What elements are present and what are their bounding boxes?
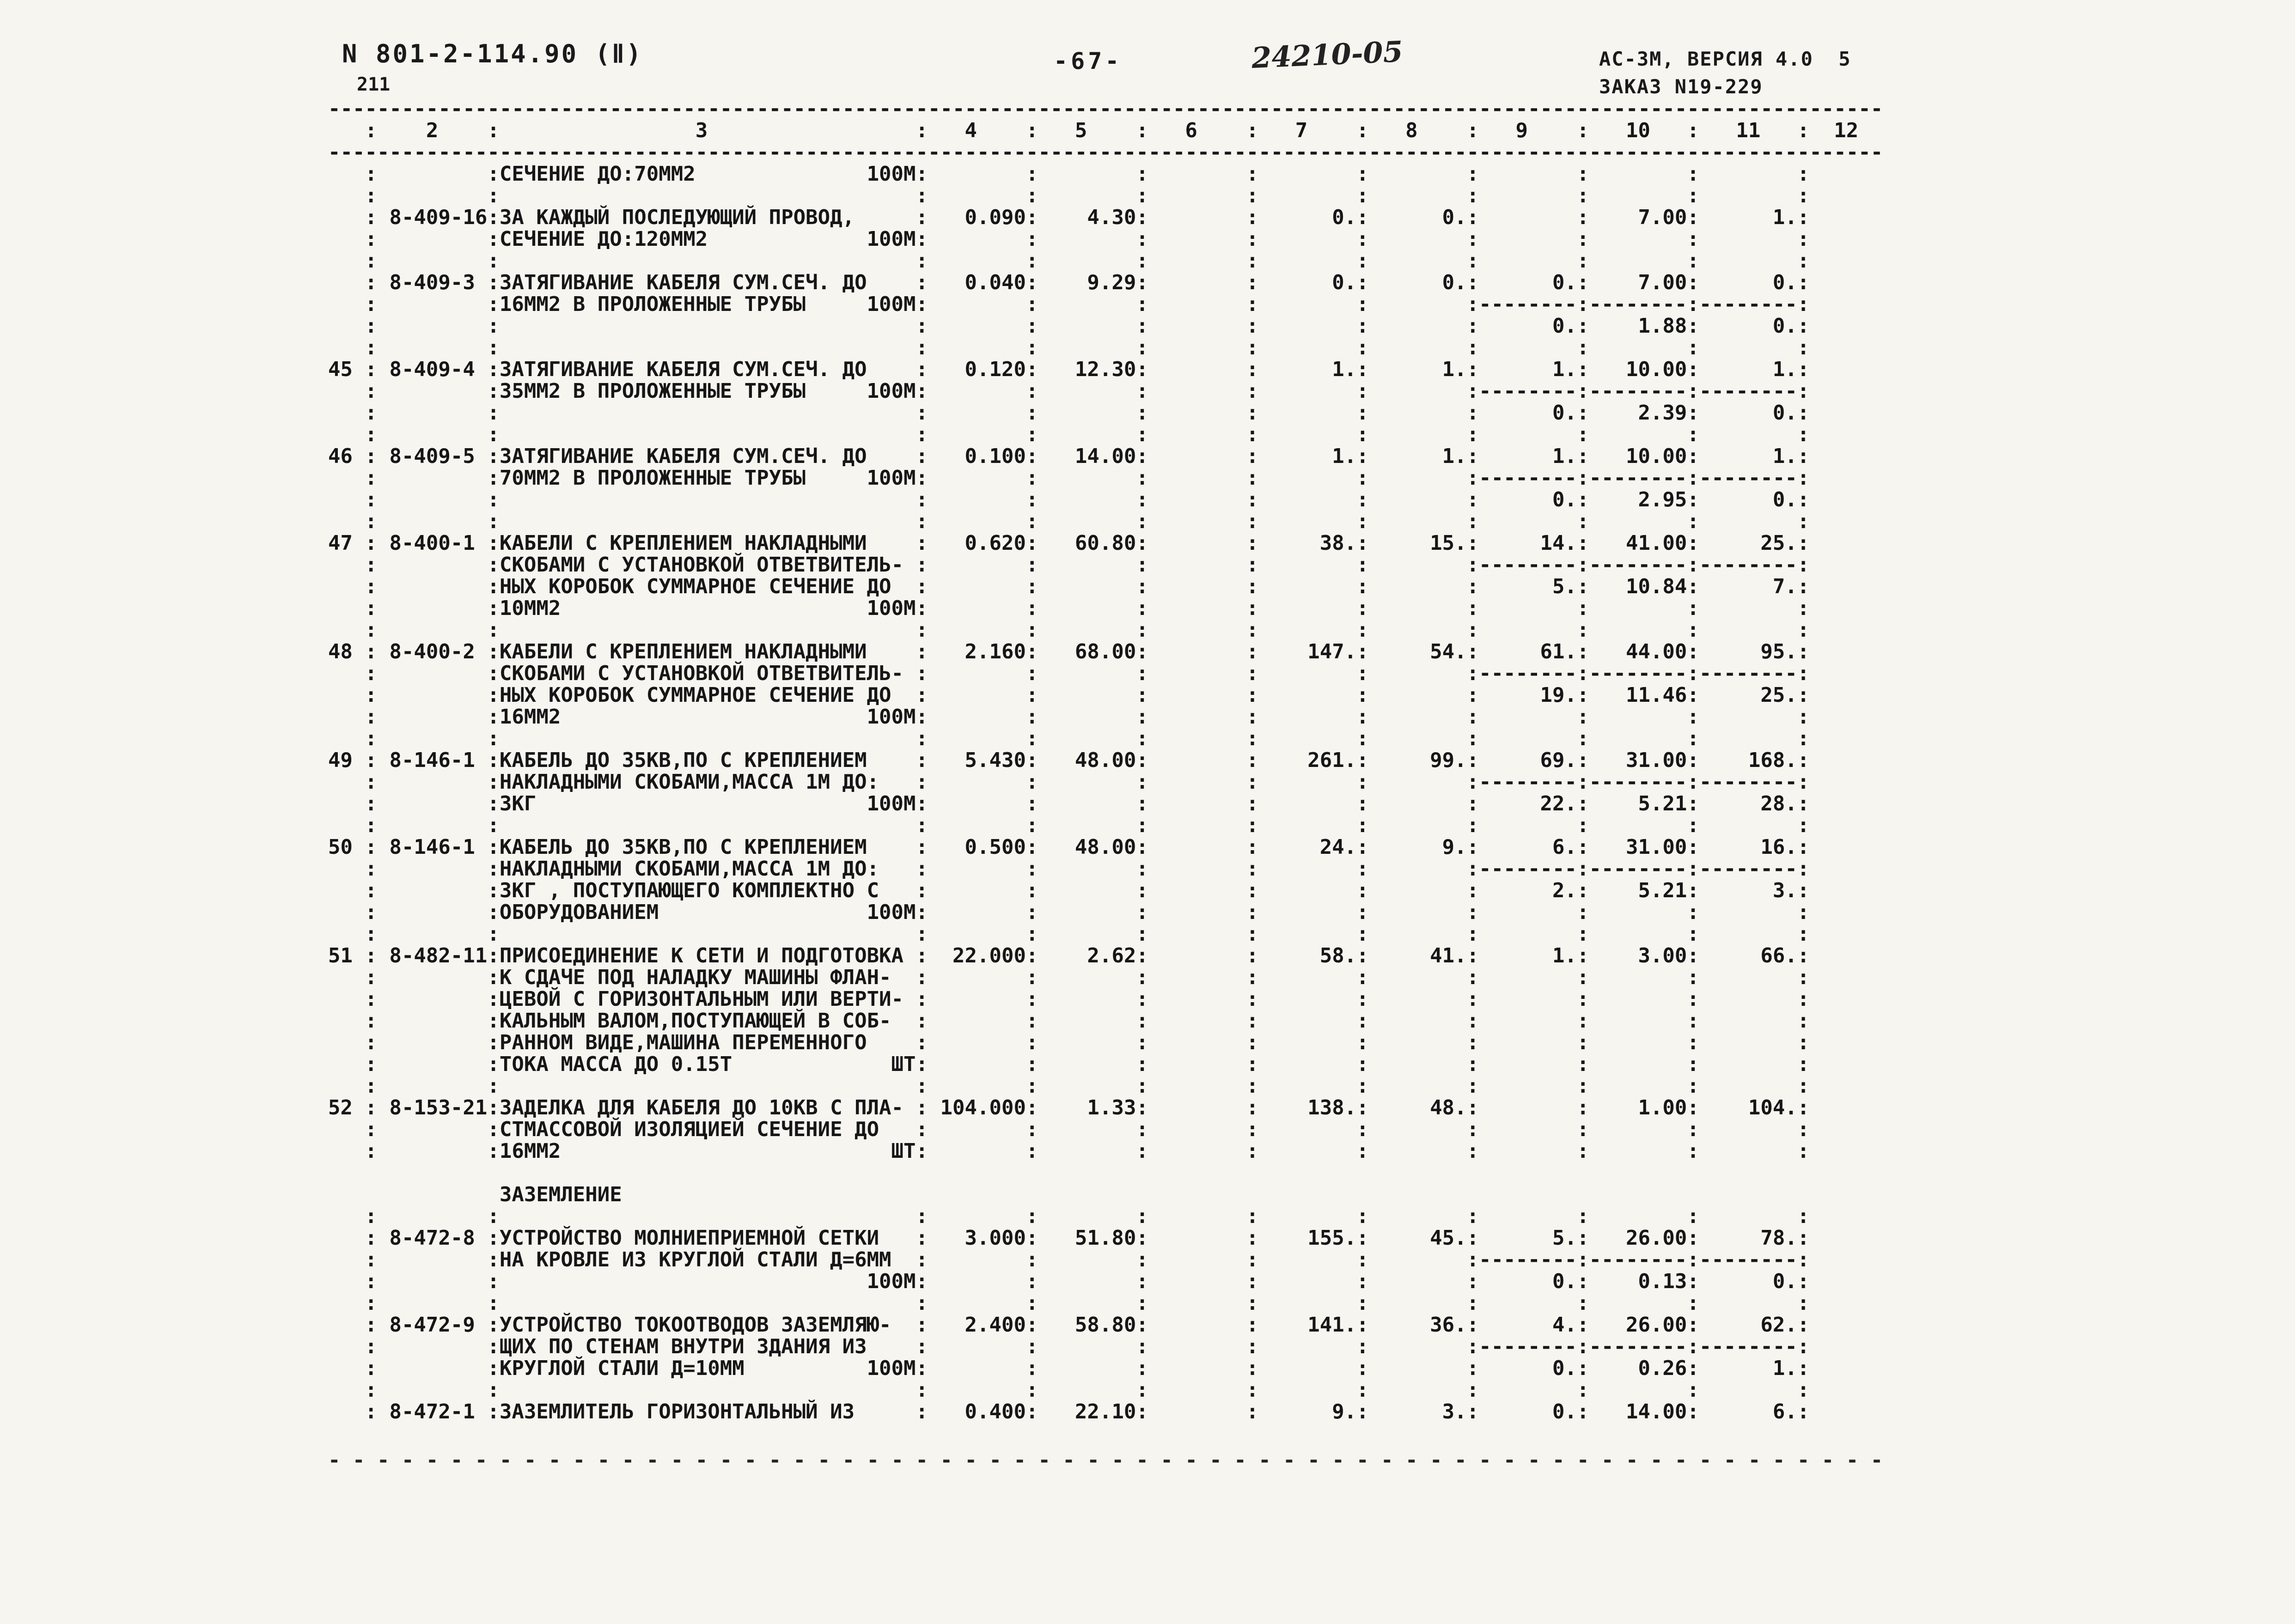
table-line: : 8-472-9 :УСТРОЙСТВО ТОКООТВОДОВ ЗАЗЕМЛЯЮ- : 2.400: 58.80: : 141.: 36.: 4.: 26.00: 62.: <box>328 1313 1883 1337</box>
table-line: : :К СДАЧЕ ПОД НАЛАДКУ МАШИНЫ ФЛАН- : : : : : : : : : <box>328 966 1883 989</box>
table-line: : : : : : : : : : : : <box>328 1204 1883 1228</box>
table-line: 51 : 8-482-11:ПРИСОЕДИНЕНИЕ К СЕТИ И ПОДГОТОВКА : 22.000: 2.62: : 58.: 41.: 1.: 3.00: 66.: <box>328 944 1883 967</box>
table-line: : : : : : : : : : : : <box>328 1074 1883 1098</box>
table-line: 52 : 8-153-21:ЗАДЕЛКА ДЛЯ КАБЕЛЯ ДО 10КВ С ПЛА- : 104.000: 1.33: : 138.: 48.: : 1.00: 104.: <box>328 1096 1883 1119</box>
table-line: : : 100М: : : : : : 0.: 0.13: 0.: <box>328 1270 1883 1293</box>
table-line: : :НЫХ КОРОБОК СУММАРНОЕ СЕЧЕНИЕ ДО : : : : : : 5.: 10.84: 7.: <box>328 575 1883 598</box>
table-line: : :СЕЧЕНИЕ ДО:120ММ2 100М: : : : : : : : : <box>328 227 1883 251</box>
table-line: : : : : : : : : 0.: 2.39: 0.: <box>328 401 1883 425</box>
table-line: 46 : 8-409-5 :ЗАТЯГИВАНИЕ КАБЕЛЯ СУМ.СЕЧ. ДО : 0.100: 14.00: : 1.: 1.: 1.: 10.00: 1.: <box>328 444 1883 468</box>
table-line: : :КРУГЛОЙ СТАЛИ Д=10ММ 100М: : : : : : 0.: 0.26: 1.: <box>328 1356 1883 1380</box>
table-line: : :ЦЕВОЙ С ГОРИЗОНТАЛЬНЫМ ИЛИ ВЕРТИ- : : : : : : : : : <box>328 987 1883 1011</box>
page-number: -67- <box>1054 48 1123 74</box>
handwritten-mark: 24210-05 <box>1251 34 1404 75</box>
table-line: : : : : : : : : : : : <box>328 727 1883 750</box>
column-header-line: : 2 : 3 : 4 : 5 : 6 : 7 : 8 : 9 : 10 : 11 : 12 <box>328 119 1883 142</box>
document-number-sub: 211 <box>357 74 391 95</box>
table-line: : :СТМАССОВОЙ ИЗОЛЯЦИЕЙ СЕЧЕНИЕ ДО : : : : : : : : : <box>328 1118 1883 1141</box>
table-line: : :35ММ2 В ПРОЛОЖЕННЫЕ ТРУБЫ 100М: : : : : :--------:--------:--------: <box>328 379 1883 403</box>
table-line: : :СКОБАМИ С УСТАНОВКОЙ ОТВЕТВИТЕЛЬ- : : : : : :--------:--------:--------: <box>328 553 1883 577</box>
table-line: : :РАННОМ ВИДЕ,МАШИНА ПЕРЕМЕННОГО : : : : : : : : : <box>328 1031 1883 1054</box>
table-line: : :70ММ2 В ПРОЛОЖЕННЫЕ ТРУБЫ 100М: : : : : :--------:--------:--------: <box>328 466 1883 490</box>
table-line: : :10ММ2 100М: : : : : : : : : <box>328 596 1883 620</box>
system-version-label: АС-3М, ВЕРСИЯ 4.0 5 <box>1599 48 1851 70</box>
table-line: : :16ММ2 ШТ: : : : : : : : : <box>328 1139 1883 1163</box>
table-line: : : : : : : : : : : : <box>328 922 1883 946</box>
table-line: : : : : : : : : : : : <box>328 618 1883 642</box>
table-line: : 8-409-3 :ЗАТЯГИВАНИЕ КАБЕЛЯ СУМ.СЕЧ. ДО : 0.040: 9.29: : 0.: 0.: 0.: 7.00: 0.: <box>328 271 1883 294</box>
table-line: : : : : : : : : : : : <box>328 510 1883 533</box>
table-line: : : : : : : : : : : : <box>328 1378 1883 1402</box>
table-line: : : : : : : : : : : : <box>328 1291 1883 1315</box>
document-number: N 801-2-114.90 (Ⅱ) <box>342 39 643 68</box>
table-line: 48 : 8-400-2 :КАБЕЛИ С КРЕПЛЕНИЕМ НАКЛАДНЫМИ : 2.160: 68.00: : 147.: 54.: 61.: 44.00: 95.: <box>328 640 1883 663</box>
table-rule: ------------------------------------------------------------------------------------------------------------------------------- <box>328 97 1883 121</box>
table-line: : : : : : : : : : : : <box>328 336 1883 359</box>
table-line: : :КАЛЬНЫМ ВАЛОМ,ПОСТУПАЮЩЕЙ В СОБ- : : : : : : : : : <box>328 1009 1883 1033</box>
table-line: : 8-409-16:ЗА КАЖДЫЙ ПОСЛЕДУЮЩИЙ ПРОВОД, : 0.090: 4.30: : 0.: 0.: : 7.00: 1.: <box>328 206 1883 229</box>
table-line: : :СЕЧЕНИЕ ДО:70ММ2 100М: : : : : : : : : <box>328 162 1883 186</box>
table-line: : :ОБОРУДОВАНИЕМ 100М: : : : : : : : : <box>328 900 1883 924</box>
table-line: : :ЩИХ ПО СТЕНАМ ВНУТРИ ЗДАНИЯ ИЗ : : : : : :--------:--------:--------: <box>328 1335 1883 1358</box>
table-line: : 8-472-8 :УСТРОЙСТВО МОЛНИЕПРИЕМНОЙ СЕТКИ : 3.000: 51.80: : 155.: 45.: 5.: 26.00: 78.: <box>328 1226 1883 1250</box>
table-line: : :НАКЛАДНЫМИ СКОБАМИ,МАССА 1М ДО: : : : : : :--------:--------:--------: <box>328 857 1883 881</box>
table-line: : :3КГ 100М: : : : : : 22.: 5.21: 28.: <box>328 792 1883 815</box>
table-line: : :ТОКА МАССА ДО 0.15Т ШТ: : : : : : : : : <box>328 1052 1883 1076</box>
table-line: 45 : 8-409-4 :ЗАТЯГИВАНИЕ КАБЕЛЯ СУМ.СЕЧ. ДО : 0.120: 12.30: : 1.: 1.: 1.: 10.00: 1.: <box>328 358 1883 381</box>
table-line <box>328 1162 1883 1184</box>
table-line: : : : : : : : : 0.: 1.88: 0.: <box>328 314 1883 338</box>
table-line: : :СКОБАМИ С УСТАНОВКОЙ ОТВЕТВИТЕЛЬ- : : : : : :--------:--------:--------: <box>328 662 1883 685</box>
table-line: 50 : 8-146-1 :КАБЕЛЬ ДО 35КВ,ПО С КРЕПЛЕНИЕМ : 0.500: 48.00: : 24.: 9.: 6.: 31.00: 16.: <box>328 835 1883 859</box>
table-line: : 8-472-1 :ЗАЗЕМЛИТЕЛЬ ГОРИЗОНТАЛЬНЫЙ ИЗ : 0.400: 22.10: : 9.: 3.: 0.: 14.00: 6.: <box>328 1400 1883 1423</box>
table-line: : : : : : : : : : : : <box>328 423 1883 446</box>
table-line: : :НАКЛАДНЫМИ СКОБАМИ,МАССА 1М ДО: : : : : : :--------:--------:--------: <box>328 770 1883 794</box>
section-heading: ЗАЗЕМЛЕНИЕ <box>328 1183 622 1206</box>
table-line: : :3КГ , ПОСТУПАЮЩЕГО КОМПЛЕКТНО С : : : : : : 2.: 5.21: 3.: <box>328 879 1883 902</box>
table-line: 49 : 8-146-1 :КАБЕЛЬ ДО 35КВ,ПО С КРЕПЛЕНИЕМ : 5.430: 48.00: : 261.: 99.: 69.: 31.00: 168.: <box>328 748 1883 772</box>
table-line: : : : : : : : : : : : <box>328 184 1883 207</box>
table-line: : :НЫХ КОРОБОК СУММАРНОЕ СЕЧЕНИЕ ДО : : : : : : 19.: 11.46: 25.: <box>328 683 1883 707</box>
table-line: : :НА КРОВЛЕ ИЗ КРУГЛОЙ СТАЛИ Д=6ММ : : : : : :--------:--------:--------: <box>328 1248 1883 1271</box>
table-line: 47 : 8-400-1 :КАБЕЛИ С КРЕПЛЕНИЕМ НАКЛАДНЫМИ : 0.620: 60.80: : 38.: 15.: 14.: 41.00: 25.: <box>328 531 1883 555</box>
page-footer-dashes: - - - - - - - - - - - - - - - - - - - - - - - - - - - - - - - - - - - - - - - - - - - - - - - - - - - - - - - - - - - - - - - - <box>328 1448 1883 1472</box>
table-line: : :16ММ2 В ПРОЛОЖЕННЫЕ ТРУБЫ 100М: : : : : :--------:--------:--------: <box>328 292 1883 316</box>
table-line: : :16ММ2 100М: : : : : : : : : <box>328 705 1883 729</box>
table-rule: ------------------------------------------------------------------------------------------------------------------------------- <box>328 140 1883 164</box>
table-line: : : : : : : : : : : : <box>328 249 1883 273</box>
table-line: : : : : : : : : : : : <box>328 814 1883 837</box>
order-number-label: ЗАКАЗ N19-229 <box>1599 75 1763 98</box>
estimate-table <box>328 98 1883 1471</box>
table-line: : : : : : : : : 0.: 2.95: 0.: <box>328 488 1883 511</box>
